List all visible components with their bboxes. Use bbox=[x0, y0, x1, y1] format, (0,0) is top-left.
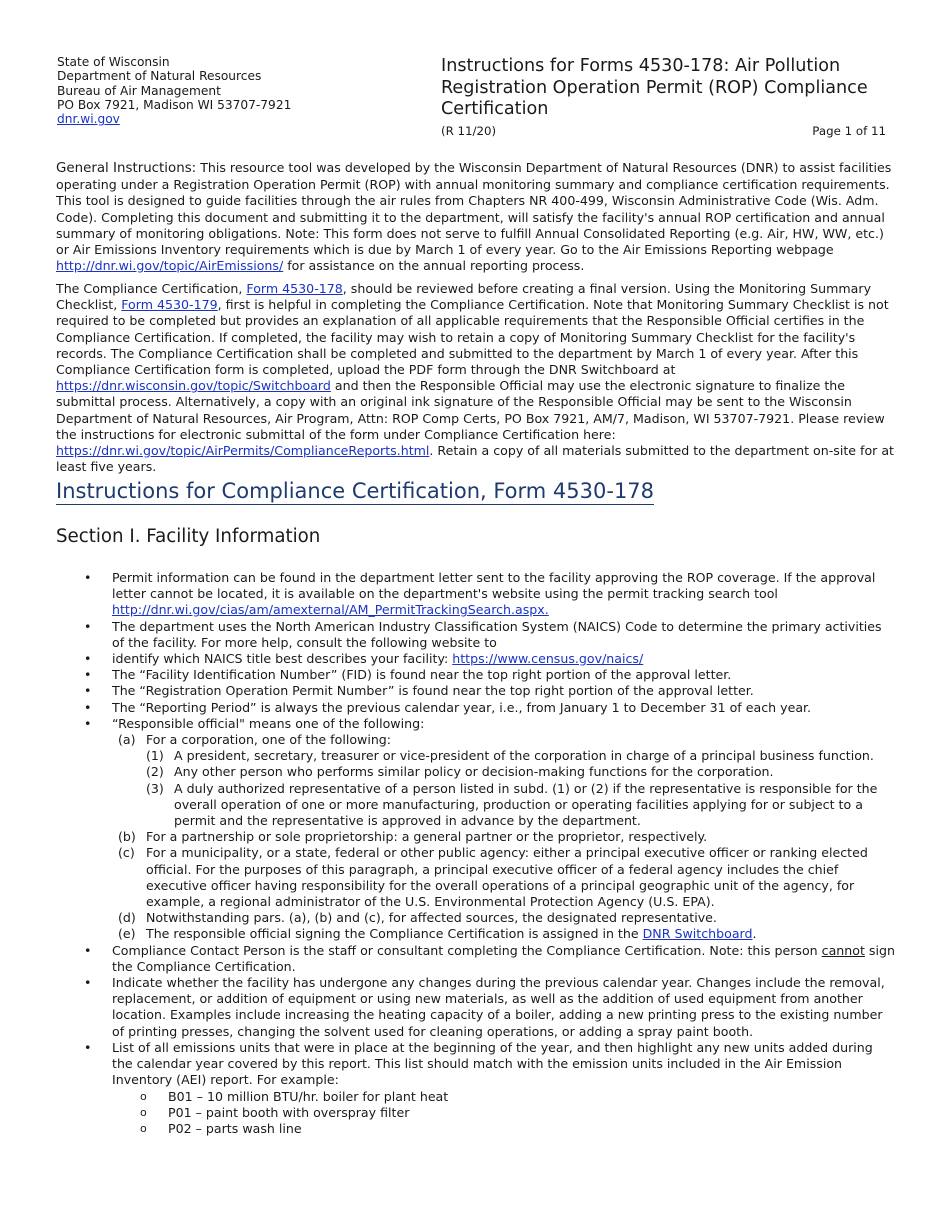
list-item bbox=[146, 748, 896, 764]
list-item: o P01 – paint booth with overspray filter bbox=[140, 1105, 896, 1121]
list-item bbox=[84, 570, 896, 619]
cert-text-5: . Retain a copy of all materials submitted to the department on-site for at least five years. bbox=[56, 443, 894, 475]
main-heading: Instructions for Compliance Certification, Form 4530-178 bbox=[56, 479, 655, 503]
bullet-text: The “Facility Identification Number” (FID) is found near the top right portion of the approval letter. bbox=[112, 667, 732, 683]
compliance-certification-paragraph bbox=[56, 281, 896, 475]
list-item bbox=[84, 619, 896, 651]
bullet-text: Indicate whether the facility has undergone any changes during the previous calendar year. Changes include the removal, replacement, or addition of equipment or using new materials, as well as the addition of used equipment from another location. Examples include increasing the heating capacity of a boiler, adding a new printing press to the existing number of printing presses, changing the solvent used for cleaning operations, or adding a spray paint booth. bbox=[112, 975, 885, 1039]
item-label: (e) bbox=[118, 926, 136, 942]
item-label: (d) bbox=[118, 910, 136, 926]
agency-line: State of Wisconsin bbox=[57, 55, 170, 69]
item-text: For a corporation, one of the following: bbox=[146, 732, 392, 748]
item-text: Notwithstanding pars. (a), (b) and (c), for affected sources, the designated representative. bbox=[146, 910, 717, 926]
emission-unit-examples bbox=[112, 1089, 896, 1138]
cert-text-3: , first is helpful in completing the Compliance Certification. Note that Monitoring Summary Checklist is not required to be completed but provides an explanation of all applicable requirements that the Responsible Official certifies in the Compliance Certification. If completed, the facility may wish to retain a copy of Monitoring Summary Checklist for the facility's records. The Compliance Certification shall be completed and submitted to the department by March 1 of every year. After this Compliance Certification form is completed, upload the PDF form through the DNR Switchboard at bbox=[56, 297, 889, 378]
list-item bbox=[146, 764, 896, 780]
page-number: Page 1 of 11 bbox=[812, 124, 886, 138]
item-label: (3) bbox=[146, 780, 164, 796]
list-item bbox=[112, 829, 896, 845]
item-label: (c) bbox=[118, 845, 135, 861]
form-4530-178-link[interactable]: Form 4530-178 bbox=[246, 281, 343, 296]
list-item: o B01 – 10 million BTU/hr. boiler for plant heat bbox=[140, 1089, 896, 1105]
agency-line: PO Box 7921, Madison WI 53707-7921 bbox=[57, 97, 292, 112]
item-text: A president, secretary, treasurer or vice-president of the corporation in charge of a principal business function. bbox=[174, 748, 874, 764]
responsible-official-list bbox=[112, 732, 896, 943]
bullet-text: The “Registration Operation Permit Number” is found near the top right portion of the approval letter. bbox=[112, 683, 754, 699]
list-item bbox=[146, 781, 896, 830]
air-emissions-link[interactable]: http://dnr.wi.gov/topic/AirEmissions/ bbox=[56, 258, 284, 274]
list-item bbox=[84, 975, 896, 1040]
list-item bbox=[112, 732, 896, 829]
list-item bbox=[112, 845, 896, 910]
bullet-text: identify which NAICS title best describes your facility: bbox=[112, 651, 453, 667]
item-text: For a partnership or sole proprietorship: a general partner or the proprietor, respectively. bbox=[146, 829, 708, 845]
general-instructions-tail: for assistance on the annual reporting process. bbox=[283, 258, 585, 274]
general-instructions-text: This resource tool was developed by the Wisconsin Department of Natural Resources (DNR) to assist facilities operating under a Registration Operation Permit (ROP) with annual monitoring summary and compliance certification requirements. This tool is designed to guide facilities through the air rules from Chapters NR 400-499, Wisconsin Administrative Code (Wis. Adm. Code). Completing this document and submitting it to the department, will satisfy the facility's annual ROP certification and annual summary of monitoring obligations. Note: This form does not serve to fulfill Annual Consolidated Reporting (e.g. Air, HW, WW, etc.) or Air Emissions Inventory requirements which is due by March 1 of every year. Go to the Air Emissions Reporting webpage bbox=[56, 160, 892, 258]
dnr-website-link[interactable]: dnr.wi.gov bbox=[57, 112, 120, 127]
bullet-text: The “Reporting Period” is always the previous calendar year, i.e., from January 1 to December 31 of each year. bbox=[112, 699, 812, 715]
agency-address-block bbox=[57, 55, 291, 126]
agency-line: Bureau of Air Management bbox=[57, 83, 221, 98]
dnr-switchboard-link[interactable]: DNR Switchboard bbox=[642, 926, 753, 942]
list-item bbox=[84, 667, 896, 683]
census-naics-link[interactable]: https://www.census.gov/naics/ bbox=[452, 651, 644, 667]
bullet-text: Permit information can be found in the department letter sent to the facility approving the ROP coverage. If the approval letter cannot be located, it is available on the department's website using the permit tracking search tool bbox=[112, 570, 876, 602]
list-item bbox=[84, 716, 896, 943]
list-item bbox=[112, 926, 896, 942]
emphasis-text: cannot bbox=[821, 942, 865, 958]
list-item bbox=[84, 651, 896, 667]
cert-text-4: and then the Responsible Official may use the electronic signature to finalize the submittal process. Alternatively, a copy with an original ink signature of the Responsible Official may be sent to the Wisconsin Department of Natural Resources, Air Program, Attn: ROP Comp Certs, PO Box 7921, AM/7, Madison, WI 53707-7921. Please review the instructions for electronic submittal of the form under Compliance Certification here: bbox=[56, 378, 885, 442]
list-item bbox=[84, 943, 896, 975]
item-text: For a municipality, or a state, federal or other public agency: either a principal executive officer or ranking elected official. For the purposes of this paragraph, a principal executive officer of a federal agency includes the chief executive officer having responsibility for the overall operations of a principal geographic unit of the agency, for example, a regional administrator of the U.S. Environmental Protection Agency (U.S. EPA). bbox=[146, 845, 868, 910]
list-item: o P02 – parts wash line bbox=[140, 1121, 896, 1137]
list-item bbox=[84, 683, 896, 699]
form-4530-179-link[interactable]: Form 4530-179 bbox=[121, 297, 218, 313]
bullet-text: The department uses the North American Industry Classification System (NAICS) Code to determine the primary activities of the facility. For more help, consult the following website to bbox=[112, 618, 882, 650]
compliance-reports-link[interactable]: https://dnr.wi.gov/topic/AirPermits/ComplianceReports.html bbox=[56, 443, 430, 459]
item-text: Any other person who performs similar policy or decision-making functions for the corporation. bbox=[174, 764, 774, 780]
item-label: (a) bbox=[118, 732, 136, 748]
bullet-text: Compliance Contact Person is the staff or consultant completing the Compliance Certification. Note: this person bbox=[112, 942, 822, 958]
list-item bbox=[84, 1040, 896, 1137]
general-instructions-paragraph bbox=[56, 160, 896, 274]
general-instructions-label: General Instructions: bbox=[56, 161, 197, 176]
item-text: The responsible official signing the Compliance Certification is assigned in the bbox=[146, 926, 643, 942]
item-text: . bbox=[752, 926, 757, 942]
list-item bbox=[84, 700, 896, 716]
section-heading: Section I. Facility Information bbox=[56, 526, 321, 547]
item-label: (b) bbox=[118, 829, 136, 845]
list-item bbox=[112, 910, 896, 926]
facility-info-list bbox=[84, 570, 896, 1137]
cert-text-1: The Compliance Certification, bbox=[56, 281, 247, 296]
cert-text-2: , should be reviewed before creating a final version. Using the Monitoring Summary Checklist, bbox=[56, 281, 872, 313]
corporation-list bbox=[146, 748, 896, 829]
bullet-text: “Responsible official" means one of the following: bbox=[112, 715, 425, 731]
permit-tracking-link[interactable]: http://dnr.wi.gov/cias/am/amexternal/AM_PermitTrackingSearch.aspx. bbox=[112, 602, 549, 618]
document-title: Instructions for Forms 4530-178: Air Pollution Registration Operation Permit (ROP) Compliance Certification bbox=[441, 56, 868, 119]
bullet-text: sign the Compliance Certification. bbox=[112, 942, 895, 974]
bullet-text: List of all emissions units that were in place at the beginning of the year, and then highlight any new units added during the calendar year covered by this report. This list should match with the emission units included in the Air Emission Inventory (AEI) report. For example: bbox=[112, 1039, 873, 1088]
item-label: (2) bbox=[146, 764, 164, 780]
item-text: A duly authorized representative of a person listed in subd. (1) or (2) if the representative is responsible for the overall operation of one or more manufacturing, production or operating facilities applying for or subject to a permit and the representative is approved in advance by the department. bbox=[174, 780, 878, 829]
revision-date: (R 11/20) bbox=[441, 124, 497, 138]
agency-line: Department of Natural Resources bbox=[57, 69, 262, 84]
item-label: (1) bbox=[146, 748, 164, 764]
switchboard-link[interactable]: https://dnr.wisconsin.gov/topic/Switchboard bbox=[56, 378, 331, 394]
